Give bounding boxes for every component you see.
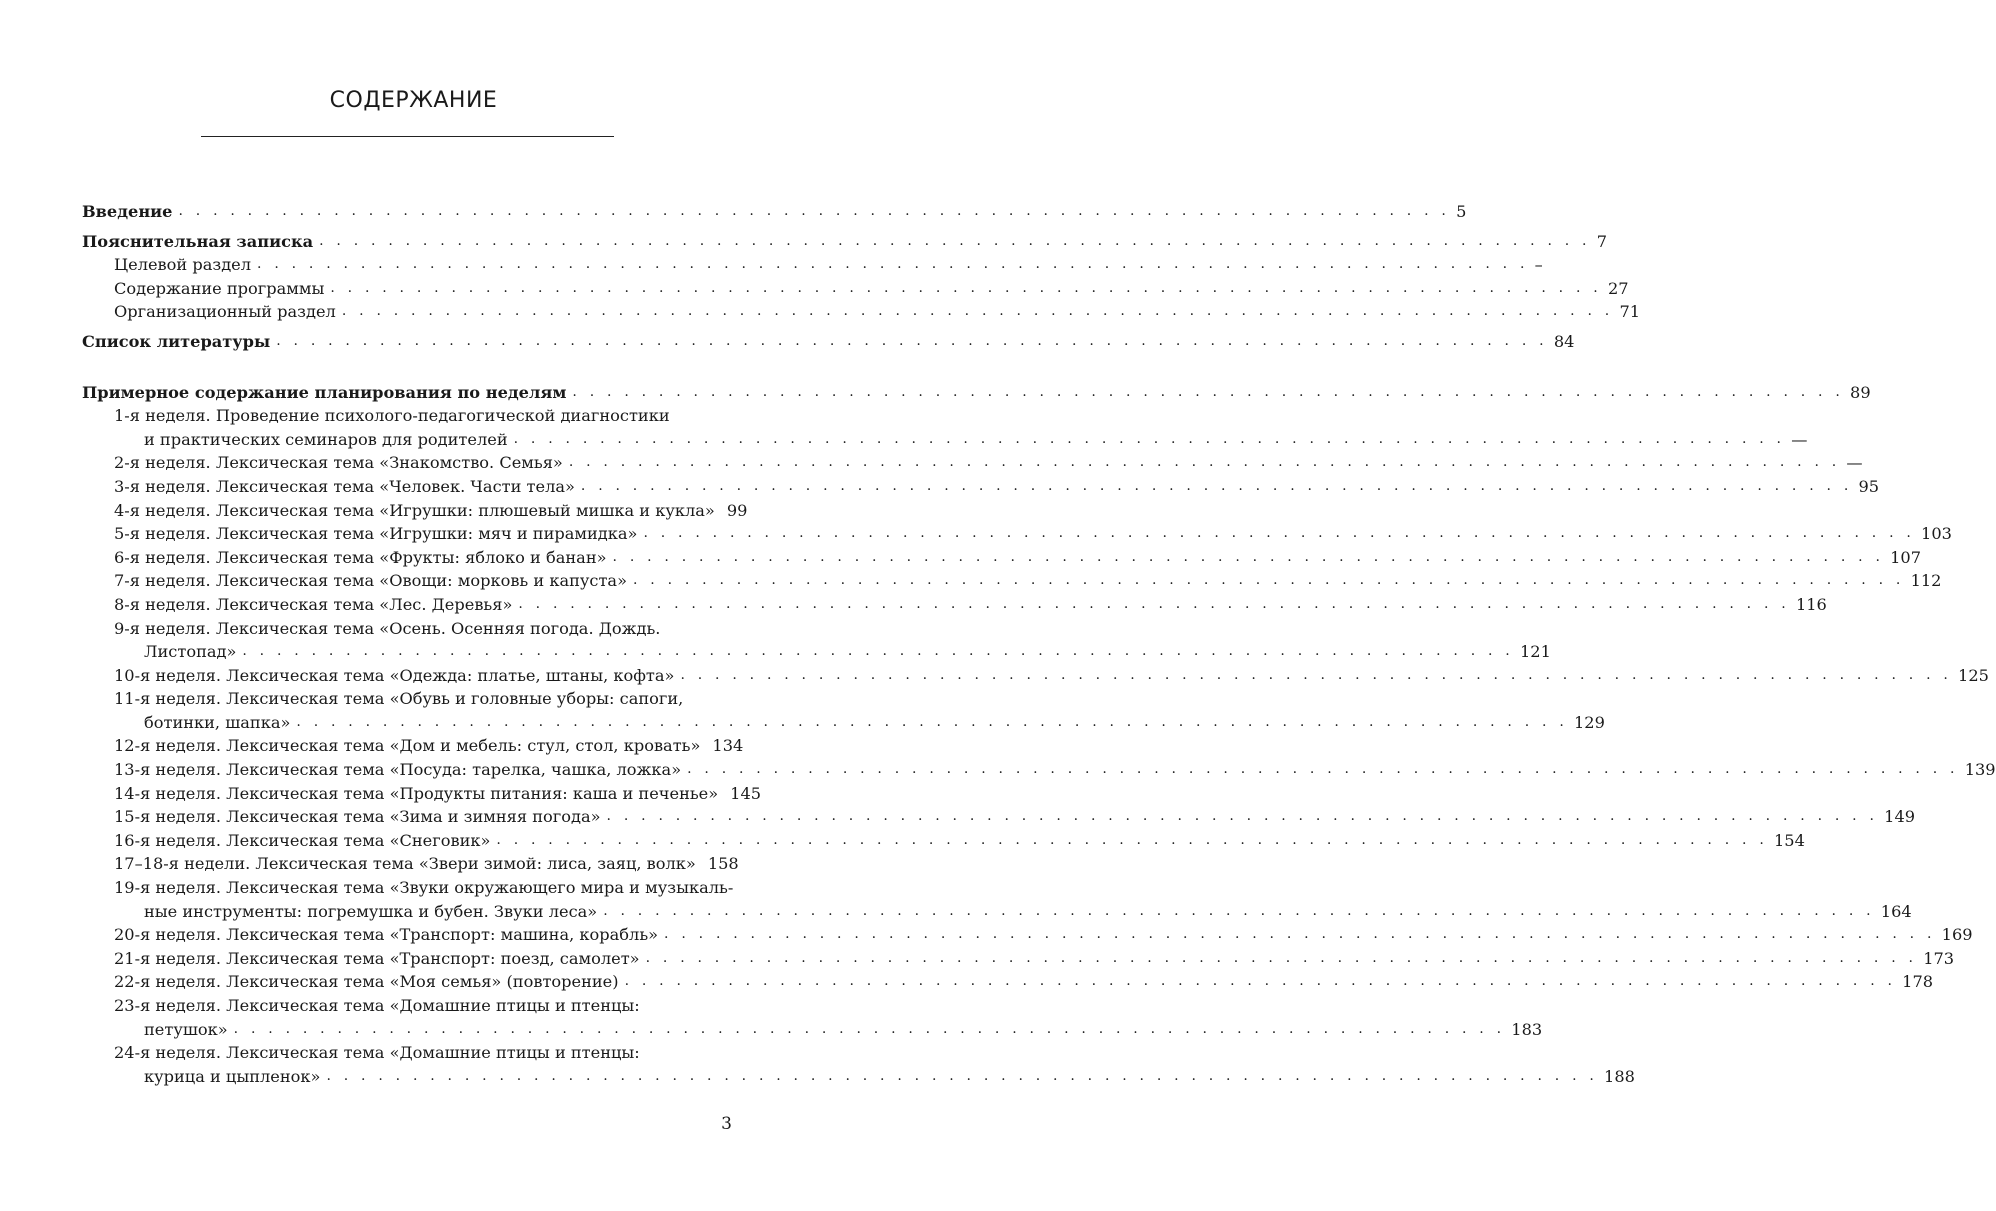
toc-entry-title: Введение [82,202,173,221]
toc-entry-page: 188 [1604,1066,1635,1086]
toc-entry[interactable] [82,522,1952,546]
toc-entry-title: 7-я неделя. Лексическая тема «Овощи: морковь и капуста» [114,571,627,591]
toc-entry-title: 17–18-я недели. Лексическая тема «Звери зимой: лиса, заяц, волк» [114,854,696,874]
toc-entry-title: 3-я неделя. Лексическая тема «Человек. Части тела» [114,476,575,496]
toc-entry-page: 158 [707,854,739,874]
toc-entry[interactable] [82,381,1871,405]
toc-entry[interactable] [82,230,1608,254]
toc-entry-title: 19-я неделя. Лексическая тема «Звуки окружающего мира и музыкаль- [114,878,734,898]
toc-entry-page: 183 [1511,1019,1543,1039]
toc-entry-page: 125 [1958,665,1989,685]
dot-leader: . . . . . . . . . . . . . . . . . . . . . . . . . . . . . . . . . . . . . . . . . . . . . . . . . . . . . . . . . . . . . . . . . . . . . . . . . . [632,572,1905,589]
toc-entry-page: 149 [1884,807,1916,827]
toc-entry-title: 14-я неделя. Лексическая тема «Продукты питания: каша и печенье» [114,783,719,803]
toc-entry-title: 11-я неделя. Лексическая тема «Обувь и головные уборы: сапоги, [114,689,684,709]
dot-leader: . . . . . . . . . . . . . . . . . . . . . . . . . . . . . . . . . . . . . . . . . . . . . . . . . . . . . . . . . . . . . . . . . . . . . . . . . . [257,256,1529,273]
toc-entry-title: ные инструменты: погремушка и бубен. Звуки леса» [144,901,598,921]
toc-entry[interactable] [82,253,1543,277]
toc-entry-title: Листопад» [144,642,237,662]
dot-leader: . . . . . . . . . . . . . . . . . . . . . . . . . . . . . . . . . . . . . . . . . . . . . . . . . . . . . . . . . . . . . . . . . . . . . . . . . . [572,383,1845,400]
toc-entry-page: — [1791,429,1808,449]
toc-entry[interactable] [82,330,1575,354]
toc-entry-page: 121 [1519,642,1551,662]
toc-entry-title: 1-я неделя. Проведение психолого-педагогической диагностики [114,406,670,426]
dot-leader: . . . . . . . . . . . . . . . . . . . . . . . . . . . . . . . . . . . . . . . . . . . . . . . . . . . . . . . . . . . . . . . . . . . . . . . . . . [513,430,1786,447]
toc-entry[interactable] [82,1065,1635,1089]
dot-leader: . . . . . . . . . . . . . . . . . . . . . . . . . . . . . . . . . . . . . . . . . . . . . . . . . . . . . . . . . . . . . . . . . . . . . . . . . . [680,666,1953,683]
dot-leader: . . . . . . . . . . . . . . . . . . . . . . . . . . . . . . . . . . . . . . . . . . . . . . . . . . . . . . . . . . . . . . . . . . . . . . . . . . [606,808,1879,825]
toc-entry[interactable] [82,758,1996,782]
toc-entry-page: 145 [730,783,762,803]
dot-leader: . . . . . . . . . . . . . . . . . . . . . . . . . . . . . . . . . . . . . . . . . . . . . . . . . . . . . . . . . . . . . . . . . . . . . . . . . . [612,548,1885,565]
toc-entry-title: 2-я неделя. Лексическая тема «Знакомство. Семья» [114,453,563,473]
toc-entry-page: 99 [726,500,748,520]
toc-entry-page: 7 [1596,231,1608,251]
toc-entry-title: 21-я неделя. Лексическая тема «Транспорт: поезд, самолет» [114,948,640,968]
dot-leader: . . . . . . . . . . . . . . . . . . . . . . . . . . . . . . . . . . . . . . . . . . . . . . . . . . . . . . . . . . . . . . . . . . . . . . . . . . [496,831,1768,848]
toc-entry-title: Список литературы [82,331,271,351]
toc-entry[interactable] [82,617,732,641]
page-title: СОДЕРЖАНИЕ [329,88,498,113]
toc-entry-title: 4-я неделя. Лексическая тема «Игрушки: плюшевый мишка и кукла» [114,500,715,520]
dot-leader: . . . . . . . . . . . . . . . . . . . . . . . . . . . . . . . . . . . . . . . . . . . . . . . . . . . . . . . . . . . . . . . . . . . . . . . . . . [624,973,1897,990]
toc-entry[interactable] [82,734,744,758]
page-number: 3 [721,1114,732,1134]
toc-entry-title: 24-я неделя. Лексическая тема «Домашние птицы и птенцы: [114,1043,640,1063]
toc-entry[interactable] [82,475,1880,499]
toc-entry[interactable] [82,805,1916,829]
toc-entry-page: 116 [1795,594,1827,614]
dot-leader: . . . . . . . . . . . . . . . . . . . . . . . . . . . . . . . . . . . . . . . . . . . . . . . . . . . . . . . . . . . . . . . . . . . . . . . . . . [603,902,1875,919]
toc-entry[interactable] [82,923,1973,947]
toc-entry-page: 169 [1941,925,1973,945]
toc-entry[interactable] [82,300,1641,324]
toc-entry[interactable] [82,711,1605,735]
dot-leader: . . . . . . . . . . . . . . . . . . . . . . . . . . . . . . . . . . . . . . . . . . . . . . . . . . . . . . . . . . . . . . . . . . . . . . . . . . [645,949,1918,966]
toc-entry-title: 22-я неделя. Лексическая тема «Моя семья» (повторение) [114,972,619,992]
toc-entry-title: Целевой раздел [114,255,252,275]
dot-leader: . . . . . . . . . . . . . . . . . . . . . . . . . . . . . . . . . . . . . . . . . . . . . . . . . . . . . . . . . . . . . . . . . . . . . . . . . . [518,595,1790,612]
toc-entry-title: и практических семинаров для родителей [144,429,508,449]
toc-entry[interactable] [82,687,732,711]
toc-entry[interactable] [82,970,1934,994]
toc-entry-title: 15-я неделя. Лексическая тема «Зима и зимняя погода» [114,807,601,827]
table-of-contents [82,200,1996,1088]
toc-entry-page: 178 [1902,972,1934,992]
toc-entry-title: ботинки, шапка» [144,712,291,732]
toc-entry-page: 112 [1910,571,1942,591]
toc-entry[interactable] [82,451,1863,475]
toc-entry-page: 129 [1573,712,1605,732]
toc-entry-page: 139 [1964,760,1996,780]
dot-leader: . . . . . . . . . . . . . . . . . . . . . . . . . . . . . . . . . . . . . . . . . . . . . . . . . . . . . . . . . . . . . . . . . . . . . . . . . . [178,203,1451,219]
toc-entry-title: 10-я неделя. Лексическая тема «Одежда: платье, штаны, кофта» [114,665,675,685]
toc-entry[interactable] [82,546,1922,570]
toc-entry-page: 27 [1607,278,1629,298]
toc-entry-title: 23-я неделя. Лексическая тема «Домашние птицы и птенцы: [114,996,640,1015]
toc-entry[interactable] [82,593,1827,617]
toc-entry-title: 8-я неделя. Лексическая тема «Лес. Деревья» [114,594,513,614]
dot-leader: . . . . . . . . . . . . . . . . . . . . . . . . . . . . . . . . . . . . . . . . . . . . . . . . . . . . . . . . . . . . . . . . . . . . . . . . . . [319,232,1591,249]
toc-entry[interactable] [82,994,732,1018]
toc-entry[interactable] [82,569,1942,593]
toc-entry-title: 12-я неделя. Лексическая тема «Дом и мебель: стул, стол, кровать» [114,736,701,756]
toc-entry-title: Примерное содержание планирования по неделям [82,382,567,402]
toc-entry-title: Пояснительная записка [82,231,314,251]
toc-entry-page: — [1846,453,1863,473]
toc-entry-page: 107 [1890,547,1922,567]
toc-entry-page: 164 [1880,901,1912,921]
toc-entry-title: 20-я неделя. Лексическая тема «Транспорт: машина, корабль» [114,925,659,945]
dot-leader: . . . . . . . . . . . . . . . . . . . . . . . . . . . . . . . . . . . . . . . . . . . . . . . . . . . . . . . . . . . . . . . . . . . . . . . . . . [296,713,1568,730]
dot-leader: . . . . . . . . . . . . . . . . . . . . . . . . . . . . . . . . . . . . . . . . . . . . . . . . . . . . . . . . . . . . . . . . . . . . . . . . . . [580,477,1853,494]
toc-entry-title: Организационный раздел [114,302,336,322]
toc-entry-title: курица и цыпленок» [144,1066,321,1086]
toc-entry[interactable] [82,200,1467,224]
title-divider [201,136,614,137]
dot-leader: . . . . . . . . . . . . . . . . . . . . . . . . . . . . . . . . . . . . . . . . . . . . . . . . . . . . . . . . . . . . . . . . . . . . . . . . . . [664,926,1936,943]
dot-leader: . . . . . . . . . . . . . . . . . . . . . . . . . . . . . . . . . . . . . . . . . . . . . . . . . . . . . . . . . . . . . . . . . . . . . . . . . . [326,1067,1599,1084]
toc-entry-page: 84 [1553,331,1575,351]
toc-entry[interactable] [82,428,1808,452]
toc-entry[interactable] [82,404,732,428]
dot-leader: . . . . . . . . . . . . . . . . . . . . . . . . . . . . . . . . . . . . . . . . . . . . . . . . . . . . . . . . . . . . . . . . . . . . . . . . . . [687,761,1959,778]
toc-entry-title: 16-я неделя. Лексическая тема «Снеговик» [114,830,491,850]
toc-entry-title: 13-я неделя. Лексическая тема «Посуда: тарелка, чашка, ложка» [114,760,682,780]
dot-leader: . . . . . . . . . . . . . . . . . . . . . . . . . . . . . . . . . . . . . . . . . . . . . . . . . . . . . . . . . . . . . . . . . . . . . . . . . . [276,332,1548,349]
dot-leader: . . . . . . . . . . . . . . . . . . . . . . . . . . . . . . . . . . . . . . . . . . . . . . . . . . . . . . . . . . . . . . . . . . . . . . . . . . [341,303,1614,320]
toc-entry[interactable] [82,640,1551,664]
dot-leader: . . . . . . . . . . . . . . . . . . . . . . . . . . . . . . . . . . . . . . . . . . . . . . . . . . . . . . . . . . . . . . . . . . . . . . . . . . [568,454,1841,471]
dot-leader: . . . . . . . . . . . . . . . . . . . . . . . . . . . . . . . . . . . . . . . . . . . . . . . . . . . . . . . . . . . . . . . . . . . . . . . . . . [330,279,1602,296]
toc-entry-page: 5 [1456,202,1467,221]
toc-entry-page: 103 [1921,524,1952,544]
toc-entry[interactable] [82,829,1805,853]
toc-entry-title: 6-я неделя. Лексическая тема «Фрукты: яблоко и банан» [114,547,607,567]
toc-entry[interactable] [82,900,1912,924]
toc-entry-page: 89 [1850,382,1871,402]
toc-entry[interactable] [82,876,732,900]
toc-entry[interactable] [82,499,748,523]
toc-entry[interactable] [82,277,1629,301]
toc-entry[interactable] [82,1041,732,1065]
toc-entry[interactable] [82,1018,1543,1042]
toc-entry-page: 95 [1858,476,1880,496]
toc-entry-page: – [1534,255,1543,275]
toc-entry[interactable] [82,852,739,876]
toc-entry[interactable] [82,782,762,806]
toc-entry[interactable] [82,947,1955,971]
toc-entry-title: Содержание программы [114,278,325,298]
toc-entry-title: 9-я неделя. Лексическая тема «Осень. Осенняя погода. Дождь. [114,618,661,638]
dot-leader: . . . . . . . . . . . . . . . . . . . . . . . . . . . . . . . . . . . . . . . . . . . . . . . . . . . . . . . . . . . . . . . . . . . . . . . . . . [242,643,1514,660]
toc-entry-title: петушок» [144,1019,228,1039]
toc-entry-page: 154 [1774,830,1805,850]
dot-leader: . . . . . . . . . . . . . . . . . . . . . . . . . . . . . . . . . . . . . . . . . . . . . . . . . . . . . . . . . . . . . . . . . . . . . . . . . . [233,1020,1506,1037]
toc-entry[interactable] [82,664,1989,688]
toc-entry-page: 134 [712,736,744,756]
toc-entry-page: 173 [1923,948,1955,968]
dot-leader: . . . . . . . . . . . . . . . . . . . . . . . . . . . . . . . . . . . . . . . . . . . . . . . . . . . . . . . . . . . . . . . . . . . . . . . . . . [643,525,1916,542]
toc-entry-page: 71 [1619,302,1641,322]
toc-entry-title: 5-я неделя. Лексическая тема «Игрушки: мяч и пирамидка» [114,524,638,544]
